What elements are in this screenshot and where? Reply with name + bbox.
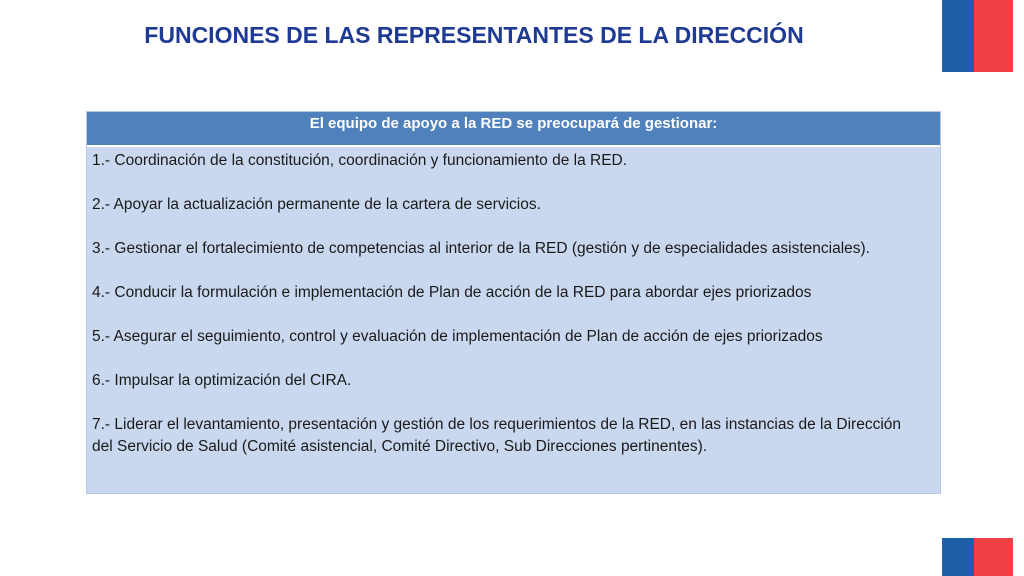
list-item: 1.- Coordinación de la constitución, coordinación y funcionamiento de la RED. [92, 152, 628, 169]
list-item: 4.- Conducir la formulación e implementación de Plan de acción de la RED para abordar ejes priorizados [92, 284, 812, 301]
list-item: 2.- Apoyar la actualización permanente de la cartera de servicios. [92, 196, 541, 213]
list-item: 3.- Gestionar el fortalecimiento de competencias al interior de la RED (gestión y de especialidades asistenciales). [92, 240, 870, 257]
flag-decoration-top [942, 0, 1013, 72]
flag-red-stripe [974, 538, 1013, 576]
flag-blue-stripe [942, 538, 974, 576]
slide-title: FUNCIONES DE LAS REPRESENTANTES DE LA DIRECCIÓN [144, 22, 804, 48]
table-body [87, 147, 940, 493]
list-item: 6.- Impulsar la optimización del CIRA. [92, 372, 352, 389]
list-item: 7.- Liderar el levantamiento, presentación y gestión de los requerimientos de la RED, en las instancias de la Dirección del Servicio de Salud (Comité asistencial, Comité Directivo, Sub Direcciones pertinentes). [92, 416, 902, 455]
functions-table [86, 111, 941, 494]
flag-decoration-bottom [942, 538, 1013, 576]
flag-red-stripe [974, 0, 1013, 72]
table-header: El equipo de apoyo a la RED se preocupará de gestionar: [87, 112, 940, 147]
list-item: 5.- Asegurar el seguimiento, control y evaluación de implementación de Plan de acción de ejes priorizados [92, 328, 823, 345]
